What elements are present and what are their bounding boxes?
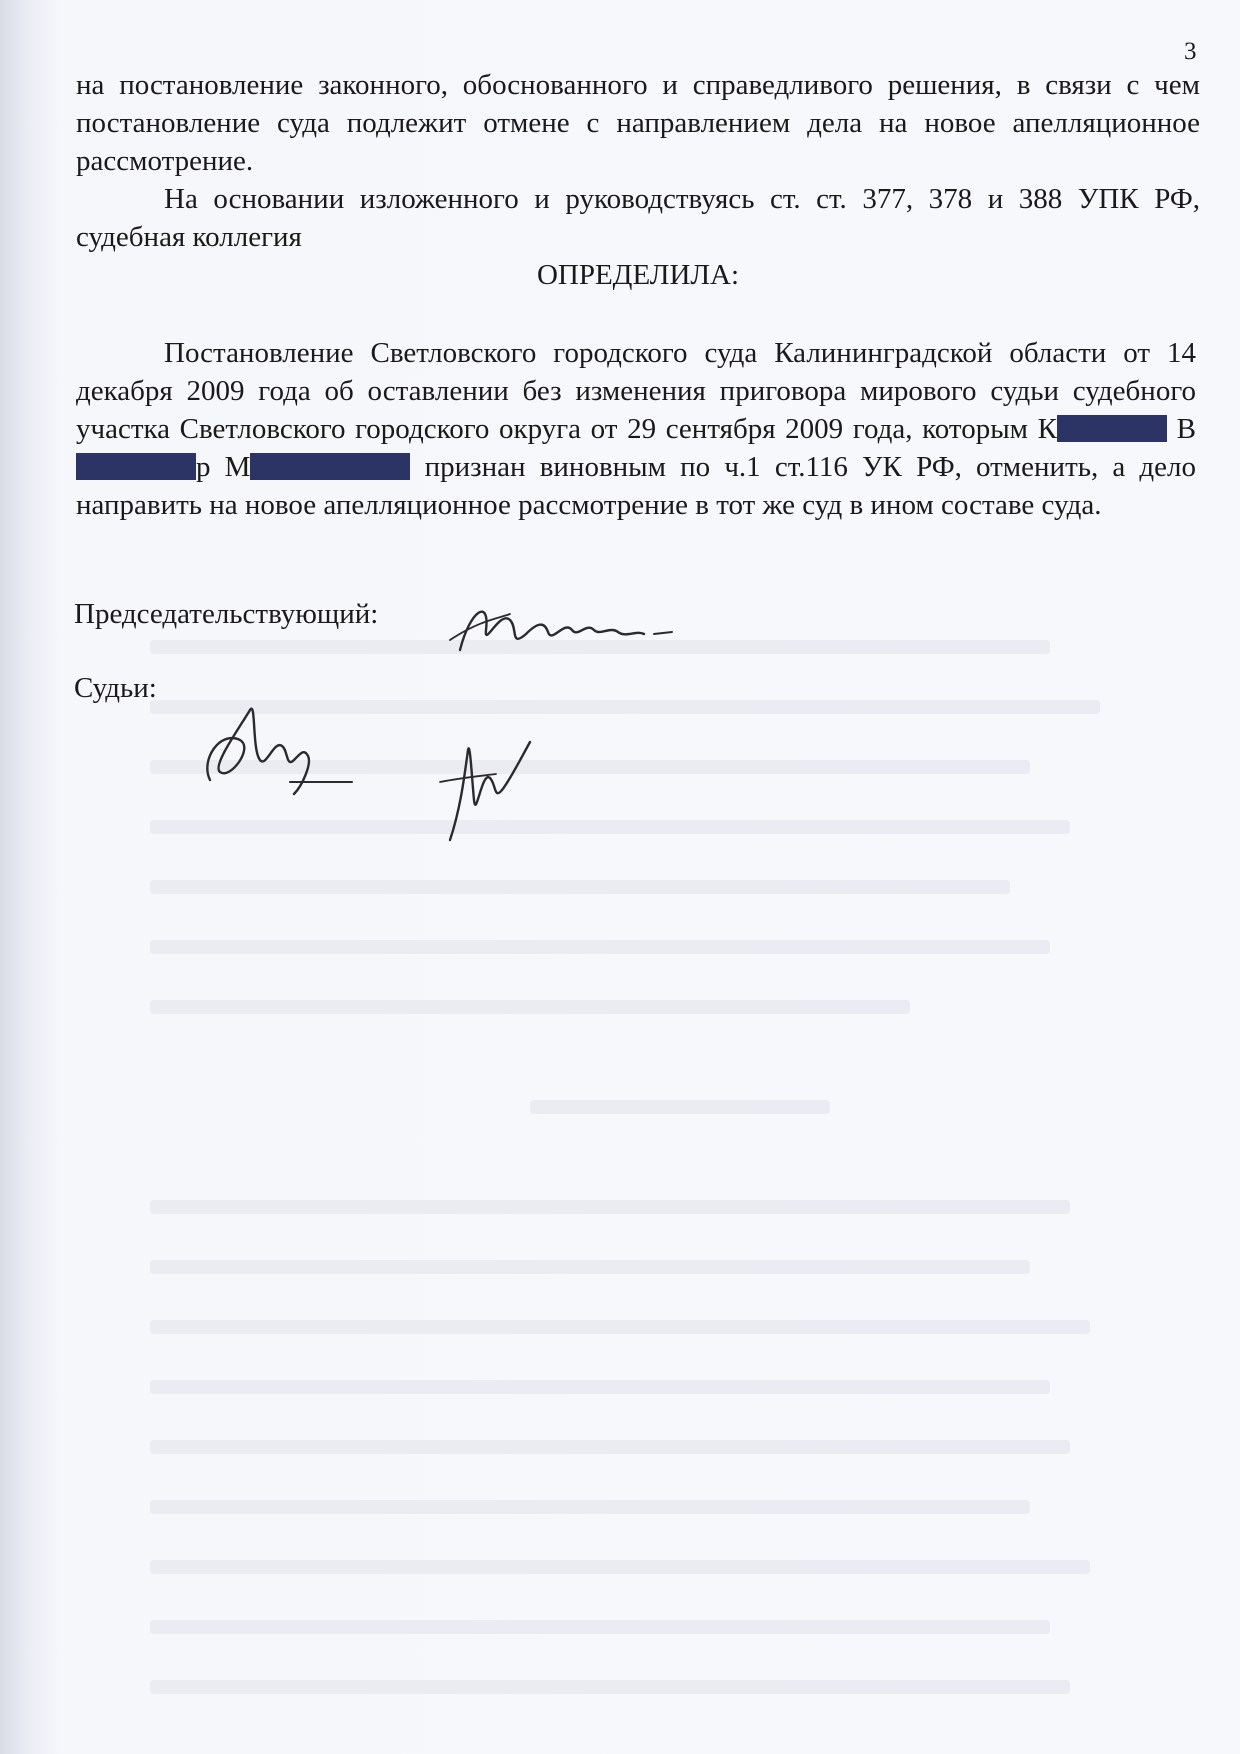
name-initial: К xyxy=(1037,413,1058,445)
name-initial: М xyxy=(224,451,251,483)
bleed-through xyxy=(150,1260,1030,1274)
paragraph-reasoning: на постановление законного, обоснованного и справедливого решения, в связи с чем постановление суда подлежит отмене с направлением дела на новое апелляционное рассмотрение. xyxy=(76,69,1200,177)
ruling-text-part-1: Постановление Светловского городского суда Калининградской области от 14 декабря 2009 года об оставлении без изменения приговора мирового судьи судебного участка Светловского городского округа от 29 сентября 2009 года, которым xyxy=(76,337,1196,445)
bleed-through xyxy=(150,1380,1050,1394)
judges-label: Судьи: xyxy=(74,672,157,704)
judge-signature-2 xyxy=(420,730,570,850)
name-fragment: р xyxy=(196,451,211,483)
bleed-through xyxy=(150,940,1050,954)
redaction-box xyxy=(1057,415,1167,442)
bleed-through xyxy=(150,1500,1030,1514)
bleed-through xyxy=(150,1620,1050,1634)
judge-signature-1 xyxy=(190,690,370,800)
bleed-through xyxy=(150,1680,1070,1694)
ruling-text-part-2: признан виновным по ч.1 ст.116 УК РФ, отменить, а дело направить на новое апелляционное рассмотрение в тот же суд в ином составе суда. xyxy=(76,451,1197,521)
bleed-through xyxy=(150,1200,1070,1214)
bleed-through xyxy=(150,820,1070,834)
presiding-judge-signature xyxy=(440,590,750,670)
bleed-through xyxy=(150,1560,1090,1574)
name-initial: В xyxy=(1176,413,1196,445)
ruling-paragraph xyxy=(76,334,1196,524)
bleed-through xyxy=(150,1440,1070,1454)
redaction-box xyxy=(76,453,196,480)
bleed-through xyxy=(150,1320,1090,1334)
paragraph-basis: На основании изложенного и руководствуясь ст. ст. 377, 378 и 388 УПК РФ, судебная коллегия xyxy=(76,183,1200,253)
bleed-through xyxy=(530,1100,830,1114)
ruling-heading: ОПРЕДЕЛИЛА: xyxy=(536,259,740,291)
bleed-through xyxy=(150,880,1010,894)
page-number: 3 xyxy=(1184,38,1197,65)
presiding-judge-label: Председательствующий: xyxy=(74,598,379,630)
bleed-through xyxy=(150,1000,910,1014)
redaction-box xyxy=(250,453,410,480)
